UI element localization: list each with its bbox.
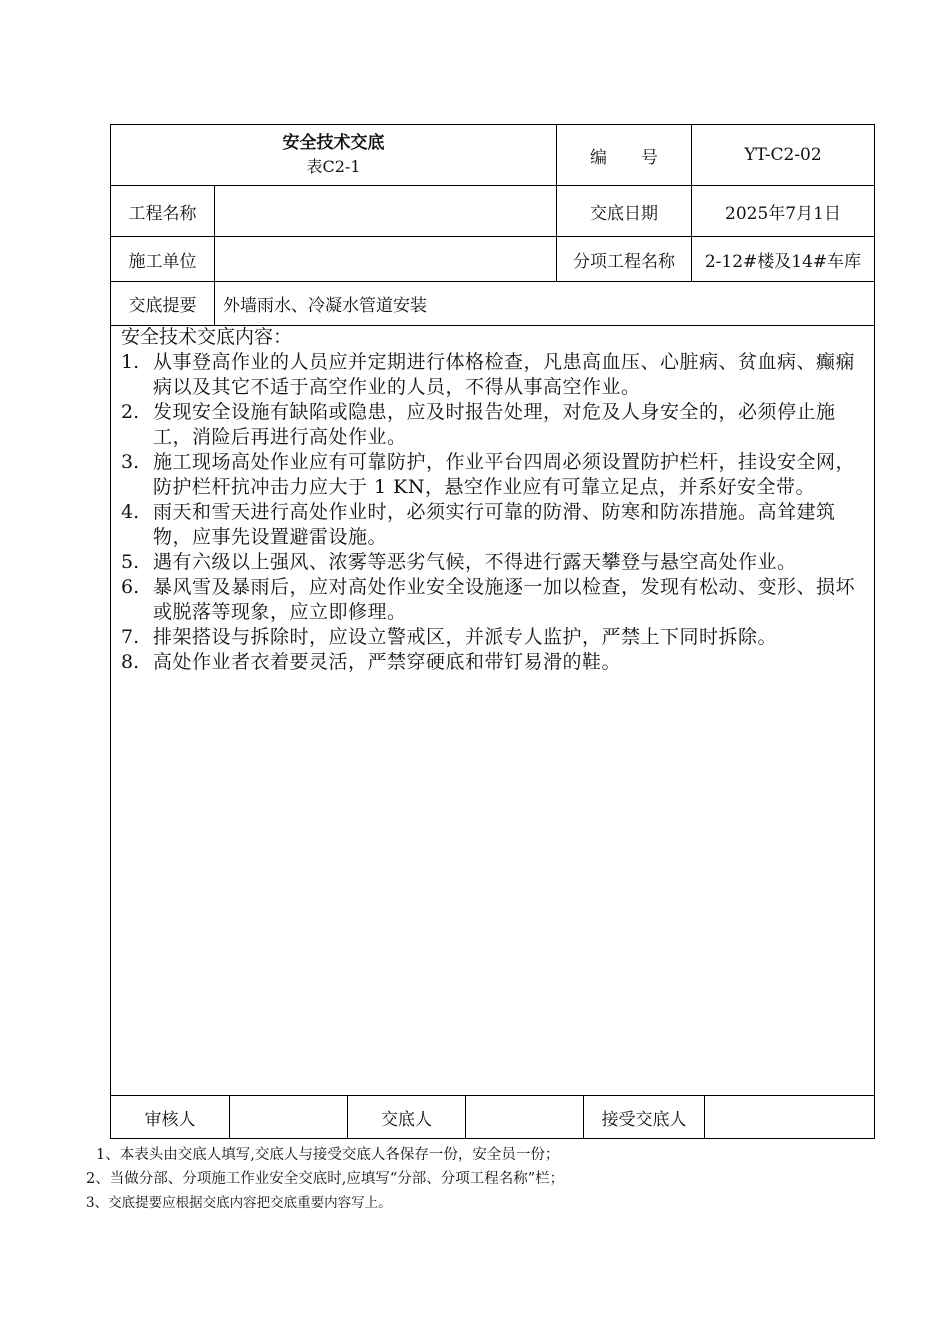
item-text: 雨天和雪天进行高处作业时，必须实行可靠的防滑、防寒和防冻措施。高耸建筑物，应事先设置避雷设施。: [153, 501, 836, 548]
item-text: 暴风雪及暴雨后，应对高处作业安全设施逐一加以检查，发现有松动、变形、损坏或脱落等现象，应立即修理。: [153, 576, 856, 623]
item-number: 3.: [121, 451, 140, 473]
item-text: 施工现场高处作业应有可靠防护，作业平台四周必须设置防护栏杆，挂设安全网，防护栏杆抗冲击力应大于 1 KN，悬空作业应有可靠立足点，并系好安全带。: [153, 451, 856, 498]
discloser-signature[interactable]: [466, 1096, 583, 1139]
content-item: [121, 500, 866, 550]
footnote: 1、本表头由交底人填写,交底人与接受交底人各保存一份，安全员一份；: [96, 1147, 560, 1163]
content-item: [121, 550, 866, 575]
footnote: 2、当做分部、分项施工作业安全交底时,应填写“分部、分项工程名称”栏；: [86, 1171, 565, 1187]
sub-project-value: 2-12#楼及14#车库: [704, 251, 862, 272]
item-number: 4.: [121, 501, 140, 523]
item-number: 5.: [121, 551, 140, 573]
content-item: [121, 650, 866, 675]
number-label: 编 号: [590, 147, 658, 168]
summary-value: 外墙雨水、冷凝水管道安装: [223, 296, 427, 316]
content-item: [121, 625, 866, 650]
item-text: 从事登高作业的人员应并定期进行体格检查，凡患高血压、心脏病、贫血病、癫痫病以及其它不适于高空作业的人员，不得从事高空作业。: [153, 351, 856, 398]
item-number: 1.: [121, 351, 140, 373]
receiver-signature[interactable]: [705, 1096, 874, 1139]
reviewer-signature[interactable]: [230, 1096, 347, 1139]
content-item: [121, 350, 866, 400]
content-heading: 安全技术交底内容：: [121, 326, 293, 348]
item-text: 发现安全设施有缺陷或隐患，应及时报告处理，对危及人身安全的，必须停止施工，消险后再进行高处作业。: [153, 401, 836, 448]
form-title-block: [111, 125, 556, 185]
item-text: 遇有六级以上强风、浓雾等恶劣气候，不得进行露天攀登与悬空高处作业。: [153, 551, 797, 573]
form-title: 安全技术交底: [282, 133, 385, 153]
date-label: 交底日期: [590, 203, 658, 224]
item-number: 8.: [121, 651, 140, 673]
reviewer-label: 审核人: [144, 1110, 196, 1130]
discloser-label: 交底人: [381, 1110, 432, 1130]
footnotes: [88, 1143, 564, 1215]
date-value: 2025年7月1日: [725, 203, 841, 224]
sub-project-label: 分项工程名称: [573, 251, 675, 272]
summary-label: 交底提要: [128, 296, 197, 316]
item-number: 6.: [121, 576, 140, 598]
content-item: [121, 450, 866, 500]
footnote: 3、交底提要应根据交底内容把交底重要内容写上。: [86, 1195, 392, 1211]
project-name-label: 工程名称: [128, 203, 197, 224]
item-number: 2.: [121, 401, 140, 423]
item-number: 7.: [121, 626, 140, 648]
content-item: [121, 400, 866, 450]
receiver-label: 接受交底人: [601, 1110, 687, 1130]
project-name-value[interactable]: [215, 186, 556, 236]
unit-value[interactable]: [215, 237, 556, 281]
number-value: YT-C2-02: [744, 145, 822, 165]
disclosure-form-table: [110, 124, 875, 1139]
item-text: 排架搭设与拆除时，应设立警戒区，并派专人监护，严禁上下同时拆除。: [153, 626, 778, 648]
content-item: [121, 575, 866, 625]
form-code: 表C2-1: [306, 157, 361, 176]
disclosure-content: [121, 325, 866, 675]
item-text: 高处作业者衣着要灵活，严禁穿硬底和带钉易滑的鞋。: [153, 651, 622, 673]
unit-label: 施工单位: [128, 251, 197, 272]
